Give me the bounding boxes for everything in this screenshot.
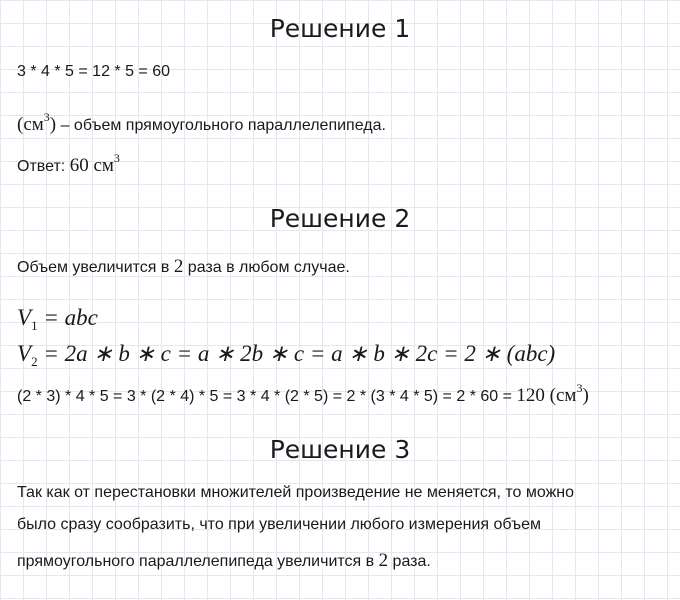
solution-1-computation: 3 * 4 * 5 = 12 * 5 = 60	[17, 63, 171, 80]
answer-label: Ответ:	[17, 158, 70, 175]
answer-value: 60 см	[69, 155, 114, 176]
v1-subscript: 1	[31, 318, 38, 333]
solution-2-title: Решение 2	[269, 204, 411, 233]
calc-result: 120 (см	[516, 385, 577, 406]
formula-v1	[17, 304, 98, 331]
line-3-text-start: прямоугольного параллелепипеда увеличится в	[17, 553, 379, 570]
line-3-number: 2	[378, 550, 389, 571]
v2-symbol: V	[17, 341, 32, 366]
intro-text-start: Объем увеличится в	[17, 259, 174, 276]
solution-3-line-2: было сразу сообразить, что при увеличении любого измерения объем	[17, 516, 541, 533]
v1-symbol: V	[17, 305, 32, 330]
solution-1-description	[17, 110, 386, 136]
solution-2-intro	[17, 256, 350, 278]
calc-text: (2 * 3) * 4 * 5 = 3 * (2 * 4) * 5 = 3 * 4 * (2 * 5) = 2 * (3 * 4 * 5) = 2 * 60 =	[17, 388, 517, 405]
description-text: – объем прямоугольного параллелепипеда.	[56, 117, 386, 134]
solution-3-line-1: Так как от перестановки множителей произведение не меняется, то можно	[17, 484, 575, 501]
calc-close: )	[582, 385, 589, 406]
v2-rhs: = 2a ∗ b ∗ c = a ∗ 2b ∗ c = a ∗ b ∗ 2c = 2 ∗ (abc)	[37, 341, 556, 366]
formula-v2	[17, 340, 555, 367]
unit-exponent: 3	[43, 110, 50, 124]
line-3-text-end: раза.	[388, 553, 431, 570]
intro-number: 2	[173, 256, 184, 277]
solution-3-line-3	[17, 550, 431, 572]
unit-close: )	[49, 114, 57, 135]
v1-rhs: = abc	[37, 305, 98, 330]
solution-1-answer	[17, 151, 120, 177]
intro-text-end: раза в любом случае.	[183, 259, 350, 276]
solution-2-calculation	[17, 381, 589, 407]
calc-exponent: 3	[576, 381, 583, 395]
unit-open: (см	[17, 114, 44, 135]
answer-exponent: 3	[113, 151, 120, 165]
solution-1-title: Решение 1	[269, 14, 411, 43]
v2-subscript: 2	[31, 354, 38, 369]
solution-3-title: Решение 3	[269, 435, 411, 464]
